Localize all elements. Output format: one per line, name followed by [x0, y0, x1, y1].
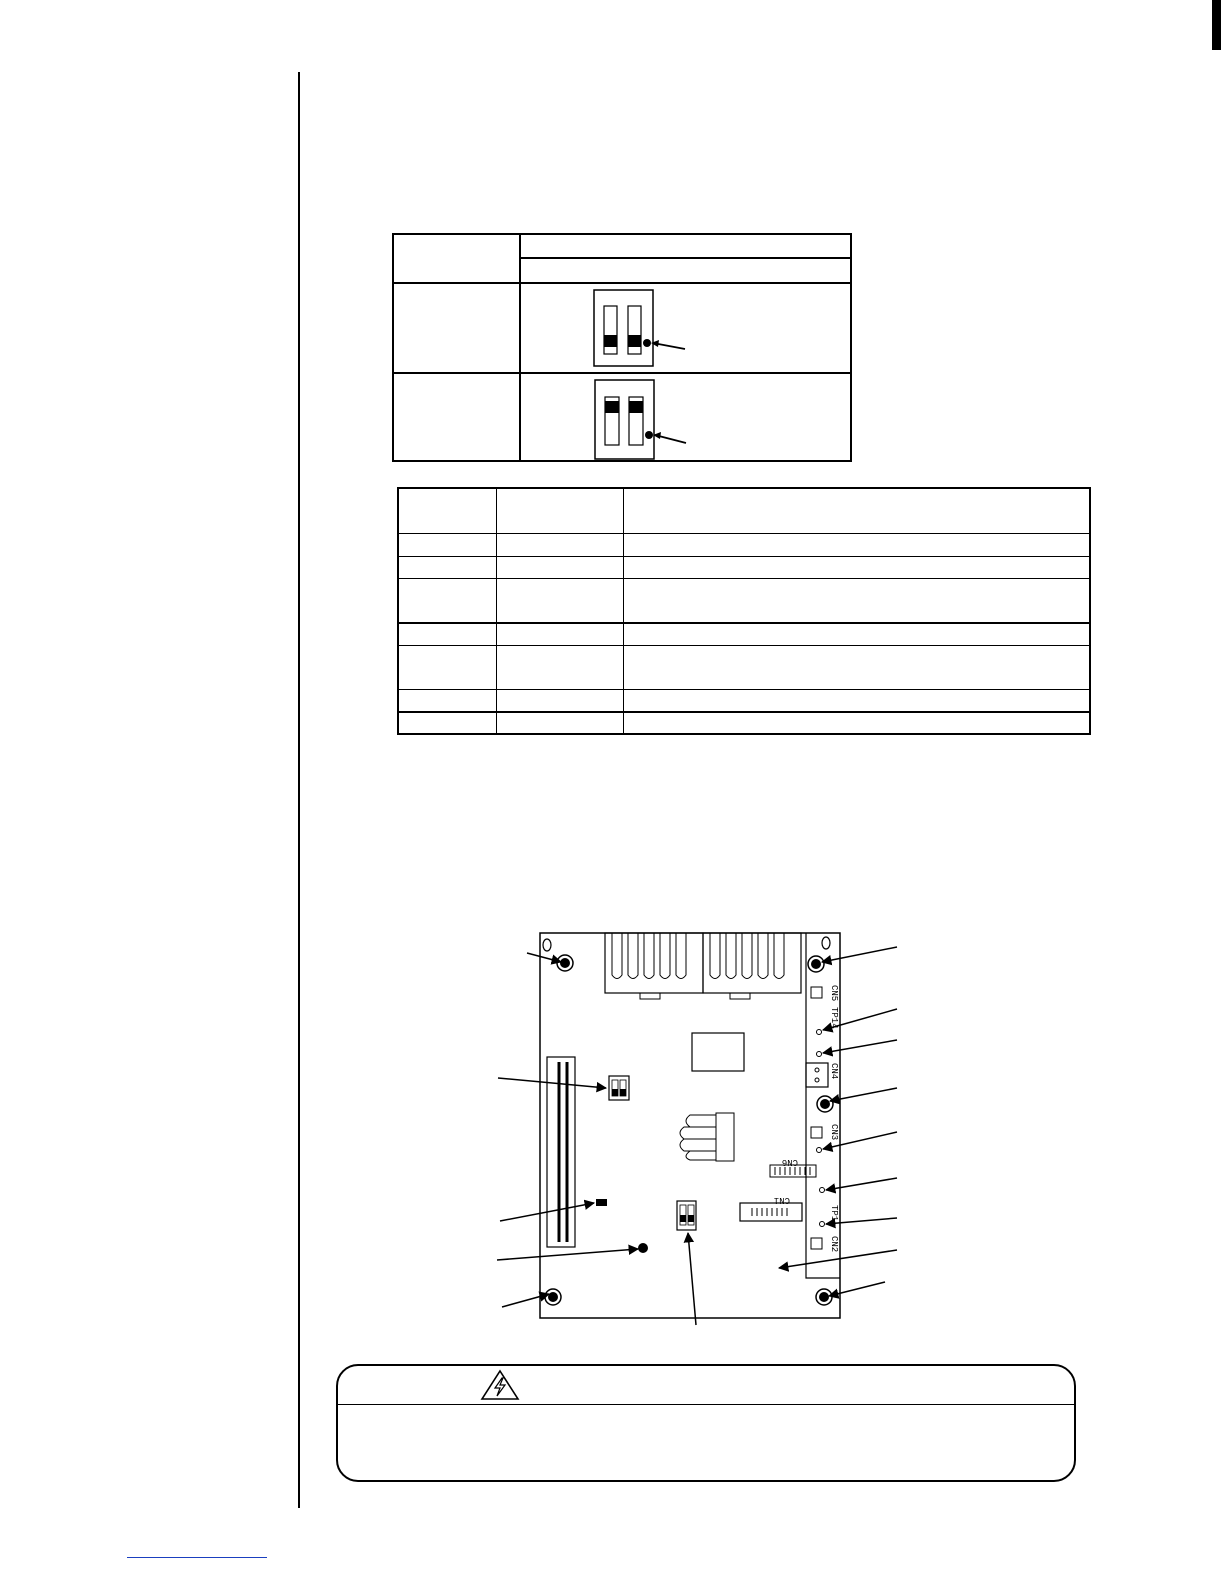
dip-switch-table [392, 233, 852, 462]
row-divider [399, 645, 1089, 646]
column-divider [623, 489, 624, 733]
row-divider [394, 372, 850, 374]
silkscreen-label: CN5 [829, 985, 839, 1002]
electric-shock-warning-icon [480, 1369, 520, 1401]
dip-switch-down-figure [589, 287, 699, 369]
silkscreen-label: CN1 [773, 1195, 790, 1205]
row-divider [399, 556, 1089, 557]
silkscreen-label: CN6 [781, 1157, 798, 1167]
row-divider [399, 533, 1089, 534]
column-divider [519, 235, 521, 460]
silkscreen-label: TP1 [829, 1205, 839, 1222]
row-divider [394, 282, 850, 284]
row-divider [519, 257, 852, 259]
footer-link-underline [127, 1557, 267, 1558]
row-divider [399, 711, 1089, 713]
silkscreen-label: CN2 [829, 1236, 839, 1253]
row-divider [399, 578, 1089, 579]
silkscreen-label: CN3 [829, 1124, 839, 1141]
column-divider [496, 489, 497, 733]
silkscreen-label: TP14 [829, 1007, 839, 1029]
connector-table [397, 487, 1091, 735]
circuit-board-diagram [490, 925, 910, 1330]
row-divider [399, 689, 1089, 690]
margin-rule [298, 72, 300, 1508]
silkscreen-label: CN4 [829, 1063, 839, 1080]
dip-switch-up-figure [589, 377, 699, 461]
warning-divider [338, 1404, 1074, 1405]
page-edge-tab [1212, 0, 1221, 50]
row-divider [399, 622, 1089, 624]
warning-box [336, 1364, 1076, 1482]
